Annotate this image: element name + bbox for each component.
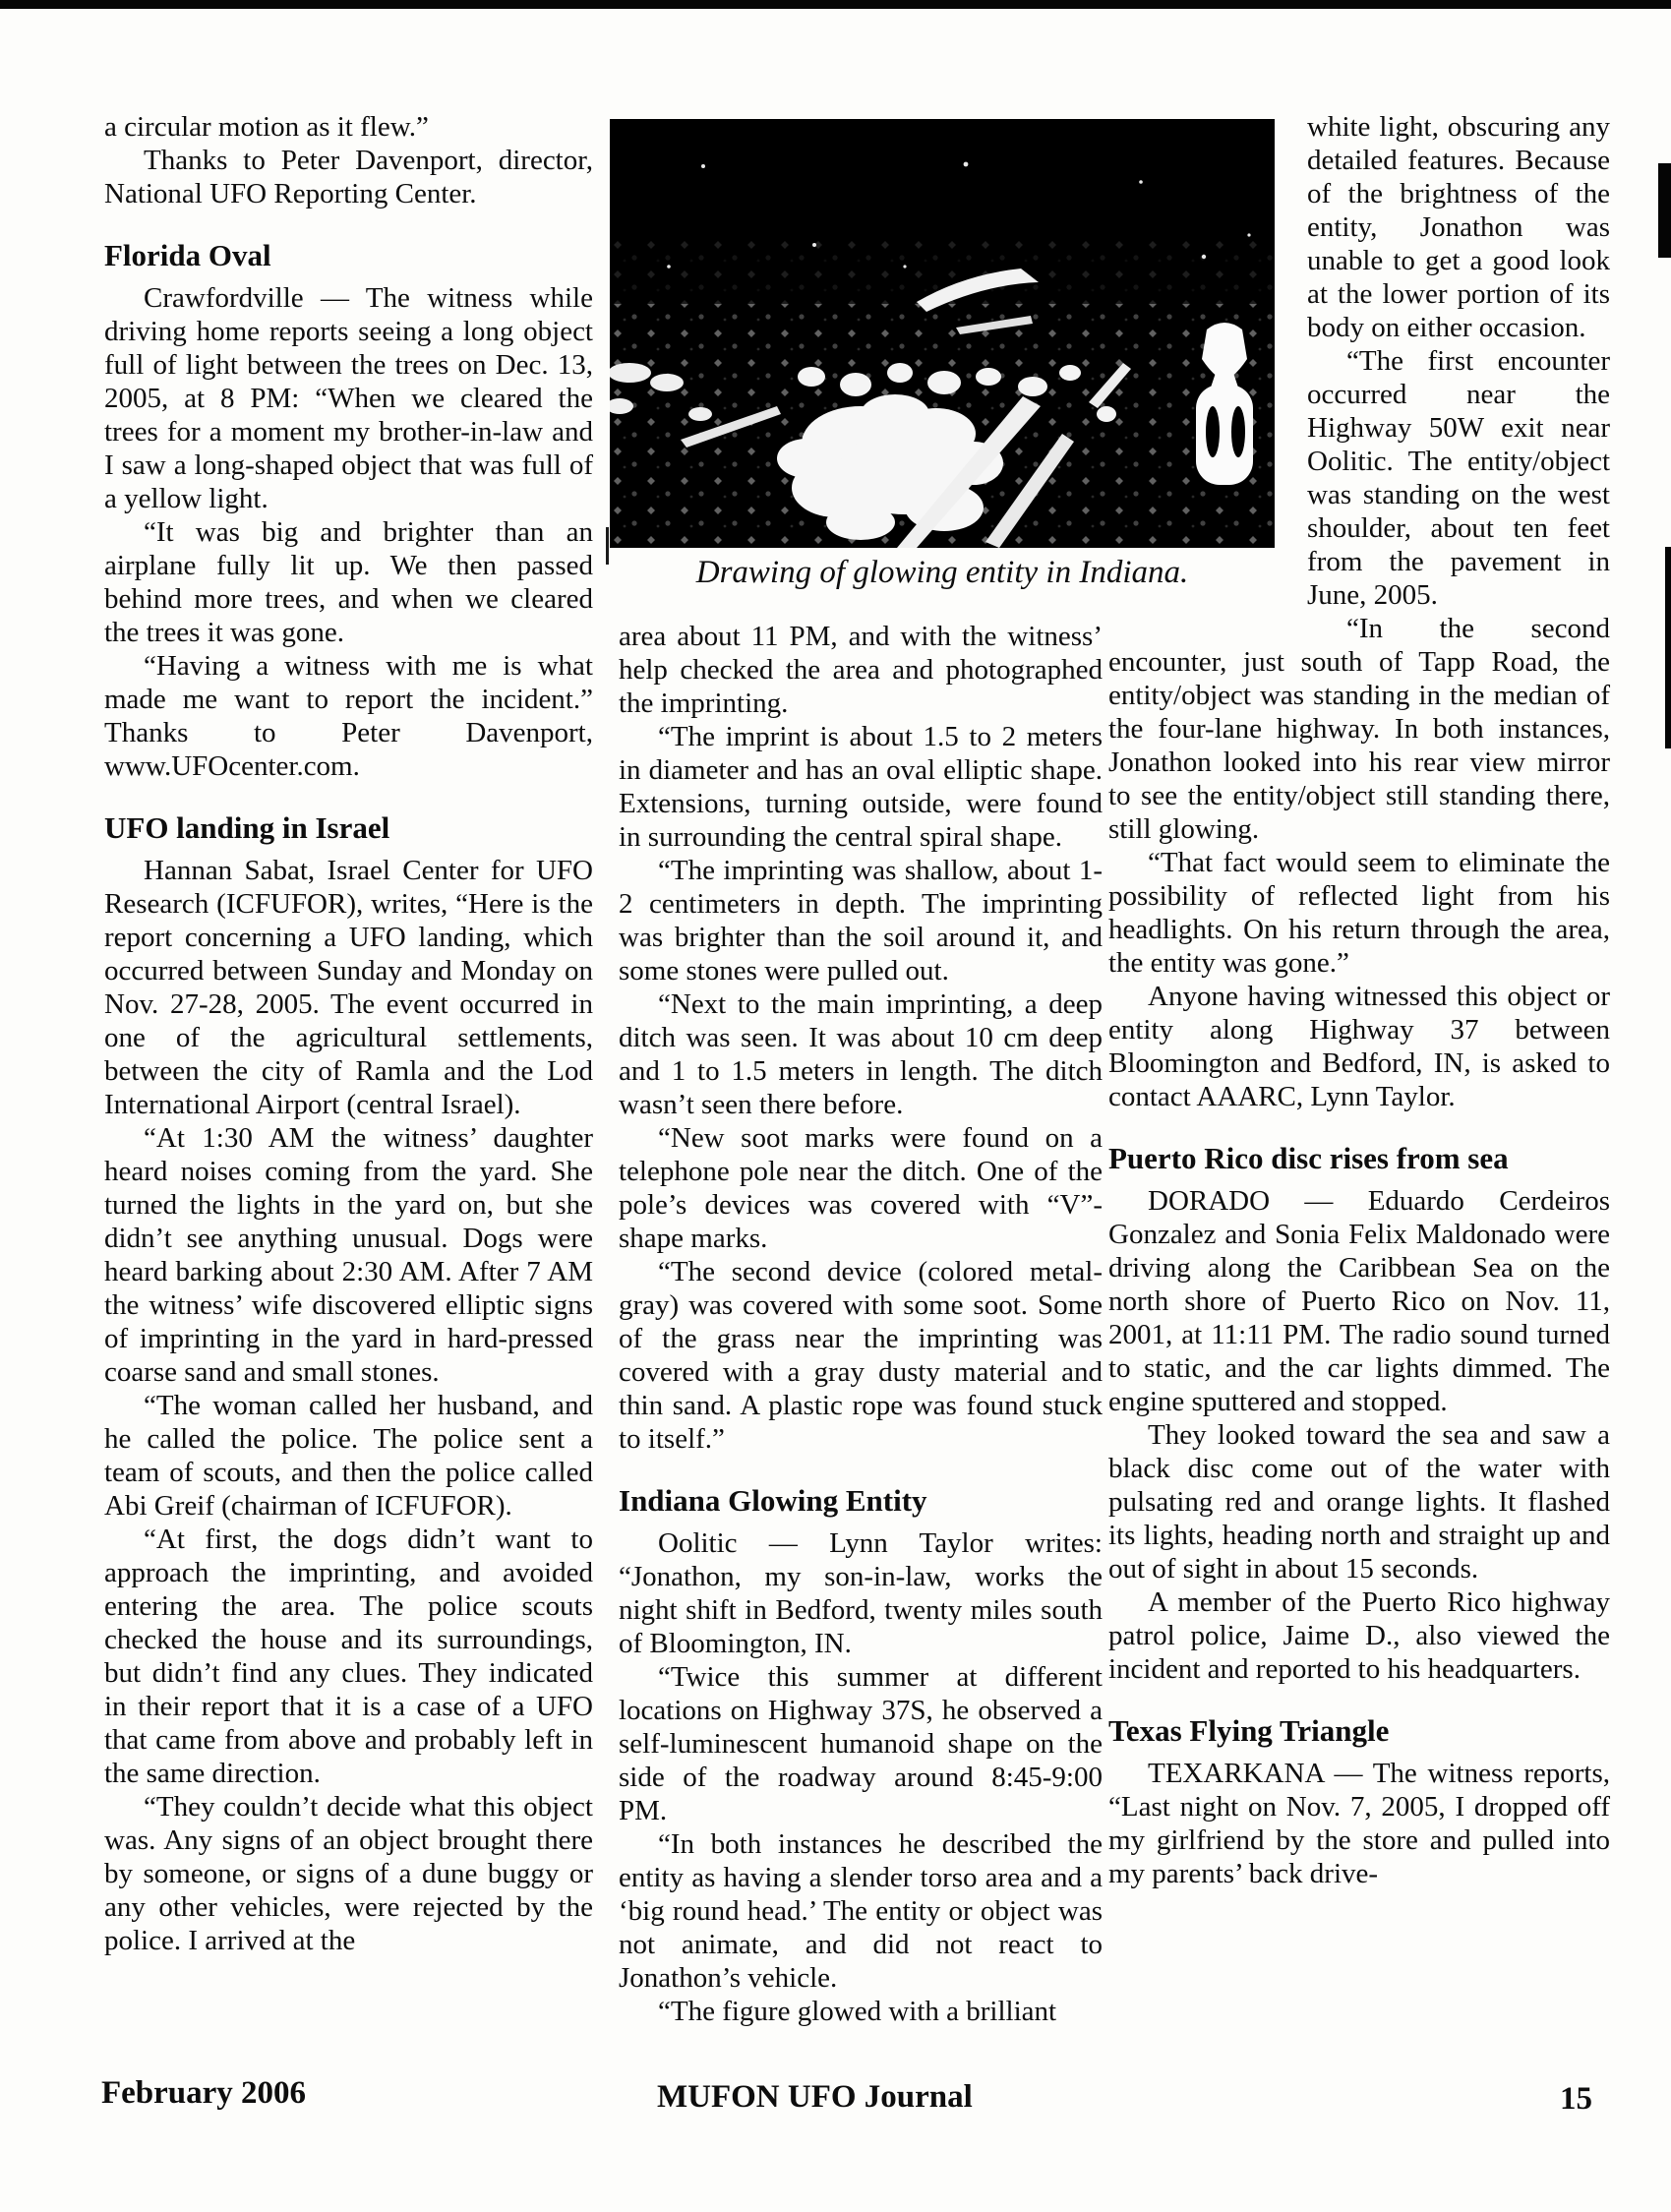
paragraph: “The second device (colored metal-gray) was covered with some soot. Some of the grass near the imprinting was covered with a gray dusty material and thin sand. A plastic rope was found stuck to itself.” — [619, 1256, 1103, 1455]
paragraph: They looked toward the sea and saw a black disc come out of the water with pulsating red and orange lights. It flashed its lights, heading north and straight up and out of sight in about 15 seconds. — [1108, 1419, 1610, 1584]
paragraph: Crawfordville — The witness while driving home reports seeing a long object full of light between the trees on Dec. 13, 2005, at 8 PM: “When we cleared the trees for a moment my brother-in-law and I saw a long-shaped object that was full of a yellow light. — [104, 282, 593, 514]
paragraph: “The imprint is about 1.5 to 2 meters in diameter and has an oval elliptic shape. Extensions, turning outside, were found in surrounding the central spiral shape. — [619, 721, 1103, 853]
paragraph: “They couldn’t decide what this object was. Any signs of an object brought there by someone, or signs of a dune buggy or any other vehicles, were rejected by the police. I arrived at the — [104, 1791, 593, 1956]
paragraph: “The woman called her husband, and he called the police. The police sent a team of scouts, and then the police called Abi Greif (chairman of ICFUFOR). — [104, 1390, 593, 1522]
paragraph: DORADO — Eduardo Cerdeiros Gonzalez and Sonia Felix Maldonado were driving along the Caribbean Sea on the north shore of Puerto Rico on Nov. 11, 2001, at 11:11 PM. The radio sound turned to static, and the car lights dimmed. The engine sputtered and stopped. — [1108, 1185, 1610, 1417]
paragraph: Thanks to Peter Davenport, director, National UFO Reporting Center. — [104, 145, 593, 209]
paragraph: “In the second encounter, just south of Tapp Road, the entity/object was standing in the median of the four-lane highway. In both instances, Jonathon looked into his rear view mirror to see the entity/object still standing there, still glowing. — [1108, 613, 1610, 845]
paragraph: “Twice this summer at different locations on Highway 37S, he observed a self-luminescent humanoid shape on the side of the roadway around 8:45-9:00 PM. — [619, 1661, 1103, 1826]
paragraph: “The figure glowed with a brilliant — [658, 1996, 1057, 2027]
column-right — [1108, 110, 1610, 1890]
paragraph: white light, obscuring any detailed features. Because of the brightness of the entity, Jonathon was unable to get a good look at the lower portion of its body on either occasion. — [1307, 111, 1610, 343]
paragraph: “In both instances he described the entity as having a slender torso area and a ‘big round head.’ The entity or object was not animate, and did not react to Jonathon’s vehicle. — [619, 1828, 1103, 1994]
section-heading: UFO landing in Israel — [104, 810, 390, 845]
section-heading: Puerto Rico disc rises from sea — [1108, 1141, 1509, 1175]
section-heading: Indiana Glowing Entity — [619, 1483, 927, 1518]
footer-page-number: 15 — [1560, 2081, 1592, 2117]
paragraph: “The first encounter occurred near the Highway 50W exit near Oolitic. The entity/object was standing on the west shoulder, about ten feet from the pavement in June, 2005. — [1307, 345, 1610, 611]
paragraph: “At 1:30 AM the witness’ daughter heard noises coming from the yard. She turned the lights in the yard on, but she didn’t see anything unusual. Dogs were heard barking about 2:30 AM. After 7 AM the witness’ wife discovered elliptic signs of imprinting in the yard in hard-pressed coarse sand and small stones. — [104, 1122, 593, 1388]
footer-journal-title: MUFON UFO Journal — [657, 2079, 973, 2115]
paragraph: Oolitic — Lynn Taylor writes: “Jonathon, my son-in-law, works the night shift in Bedford, twenty miles south of Bloomington, IN. — [619, 1527, 1103, 1659]
section-heading: Florida Oval — [104, 238, 271, 272]
paragraph: Hannan Sabat, Israel Center for UFO Research (ICFUFOR), writes, “Here is the report concerning a UFO landing, which occurred between Sunday and Monday on Nov. 27-28, 2005. The event occurred in one of the agricultural settlements, between the city of Ramla and the Lod International Airport (central Israel). — [104, 855, 593, 1120]
paragraph: a circular motion as it flew.” — [104, 111, 429, 143]
scan-artifact — [1658, 163, 1671, 258]
scan-artifact-top-bar — [0, 0, 1671, 9]
image-overlap-spacer — [1108, 110, 1307, 629]
column-left — [104, 110, 593, 1957]
scan-artifact — [606, 527, 609, 565]
section-heading: Texas Flying Triangle — [1108, 1713, 1390, 1748]
paragraph: “At first, the dogs didn’t want to approach the imprinting, and avoided entering the area. The police scouts checked the house and its surroundings, but didn’t find any clues. They indicated in their report that it is a case of a UFO that came from above and probably left in the same direction. — [104, 1524, 593, 1789]
paragraph: “That fact would seem to eliminate the possibility of reflected light from his headlights. On his return through the area, the entity was gone.” — [1108, 847, 1610, 979]
column-middle — [619, 620, 1103, 2028]
paragraph: “Next to the main imprinting, a deep ditch was seen. It was about 10 cm deep and 1 to 1.5 meters in length. The ditch wasn’t seen there before. — [619, 988, 1103, 1120]
paragraph: Anyone having witnessed this object or entity along Highway 37 between Bloomington and Bedford, IN, is asked to contact AAARC, Lynn Taylor. — [1108, 981, 1610, 1112]
paragraph: “It was big and brighter than an airplane fully lit up. We then passed behind more trees, and when we cleared the trees it was gone. — [104, 516, 593, 648]
paragraph: “Having a witness with me is what made me want to report the incident.” Thanks to Peter Davenport, www.UFOcenter.com. — [104, 650, 593, 782]
paragraph: A member of the Puerto Rico highway patrol police, Jaime D., also viewed the incident and reported to his headquarters. — [1108, 1586, 1610, 1685]
paragraph: “New soot marks were found on a telephone pole near the ditch. One of the pole’s devices was covered with “V”-shape marks. — [619, 1122, 1103, 1254]
image-caption: Drawing of glowing entity in Indiana. — [695, 555, 1189, 590]
paragraph: “The imprinting was shallow, about 1-2 centimeters in depth. The imprinting was brighter than the soil around it, and some stones were pulled out. — [619, 855, 1103, 986]
paragraph: area about 11 PM, and with the witness’ help checked the area and photographed the imprinting. — [619, 621, 1103, 719]
paragraph: TEXARKANA — The witness reports, “Last night on Nov. 7, 2005, I dropped off my girlfriend by the store and pulled into my parents’ back drive- — [1108, 1758, 1610, 1889]
scan-artifact — [1665, 547, 1671, 748]
footer-issue-date: February 2006 — [101, 2075, 307, 2111]
